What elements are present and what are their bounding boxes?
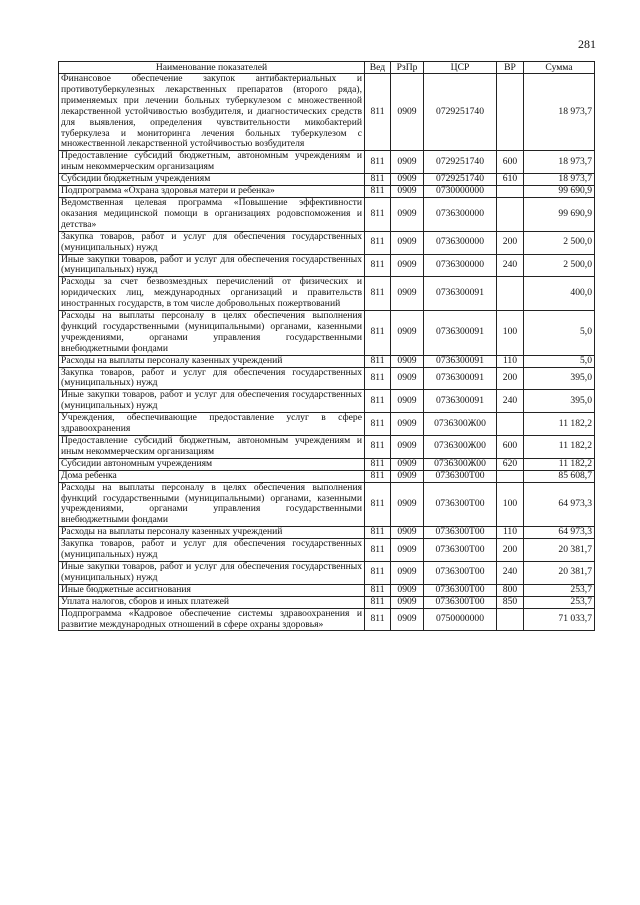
cell-csr: 0736300Т00: [424, 584, 497, 596]
table-row: [59, 482, 595, 527]
table-row: [59, 561, 595, 584]
cell-ved: 811: [365, 186, 391, 198]
cell-name: Закупка товаров, работ и услуг для обеспечения государственных (муниципальных) нужд: [59, 231, 365, 254]
cell-rzpr: 0909: [391, 277, 424, 311]
cell-name: Субсидии автономным учреждениям: [59, 458, 365, 470]
cell-ved: 811: [365, 561, 391, 584]
cell-sum: 18 973,7: [524, 174, 595, 186]
table-body: [59, 74, 595, 631]
cell-rzpr: 0909: [391, 436, 424, 459]
table-row: [59, 584, 595, 596]
table-row: [59, 390, 595, 413]
cell-sum: 99 690,9: [524, 186, 595, 198]
cell-vr: 600: [497, 151, 524, 174]
column-header-csr: ЦСР: [424, 62, 497, 74]
table-row: [59, 186, 595, 198]
cell-name: Расходы на выплаты персоналу казенных учреждений: [59, 355, 365, 367]
cell-vr: [497, 413, 524, 436]
cell-ved: 811: [365, 458, 391, 470]
cell-ved: 811: [365, 482, 391, 527]
cell-csr: 0750000000: [424, 608, 497, 631]
table-row: [59, 470, 595, 482]
table-row: [59, 608, 595, 631]
cell-vr: 110: [497, 355, 524, 367]
cell-csr: 0736300Т00: [424, 539, 497, 562]
cell-sum: 11 182,2: [524, 436, 595, 459]
table-row: [59, 367, 595, 390]
cell-vr: 110: [497, 527, 524, 539]
cell-name: Закупка товаров, работ и услуг для обеспечения государственных (муниципальных) нужд: [59, 367, 365, 390]
cell-vr: 100: [497, 311, 524, 356]
cell-sum: 71 033,7: [524, 608, 595, 631]
cell-sum: 2 500,0: [524, 231, 595, 254]
cell-ved: 811: [365, 596, 391, 608]
cell-ved: 811: [365, 277, 391, 311]
cell-vr: [497, 277, 524, 311]
cell-rzpr: 0909: [391, 527, 424, 539]
cell-sum: 400,0: [524, 277, 595, 311]
cell-name: Расходы на выплаты персоналу в целях обеспечения выполнения функций государственными (муниципальными) органами, казенными учреждениями, органами управления государственными внебюджетными фондами: [59, 482, 365, 527]
cell-sum: 11 182,2: [524, 458, 595, 470]
cell-sum: 5,0: [524, 311, 595, 356]
table-row: [59, 413, 595, 436]
cell-sum: 85 608,7: [524, 470, 595, 482]
cell-name: Ведомственная целевая программа «Повышение эффективности оказания медицинской помощи в организациях родовспоможения и детства»: [59, 197, 365, 231]
cell-csr: 0729251740: [424, 74, 497, 151]
table-row: [59, 355, 595, 367]
cell-csr: 0736300Ж00: [424, 436, 497, 459]
cell-rzpr: 0909: [391, 186, 424, 198]
cell-rzpr: 0909: [391, 539, 424, 562]
cell-csr: 0729251740: [424, 174, 497, 186]
cell-rzpr: 0909: [391, 482, 424, 527]
cell-name: Расходы на выплаты персоналу казенных учреждений: [59, 527, 365, 539]
cell-ved: 811: [365, 413, 391, 436]
cell-csr: 0736300Т00: [424, 561, 497, 584]
cell-name: Иные закупки товаров, работ и услуг для обеспечения государственных (муниципальных) нужд: [59, 561, 365, 584]
cell-sum: 99 690,9: [524, 197, 595, 231]
table-row: [59, 254, 595, 277]
cell-rzpr: 0909: [391, 458, 424, 470]
cell-ved: 811: [365, 254, 391, 277]
cell-csr: 0736300000: [424, 197, 497, 231]
cell-csr: 0736300Ж00: [424, 458, 497, 470]
cell-vr: 610: [497, 174, 524, 186]
column-header-name: Наименование показателей: [59, 62, 365, 74]
cell-ved: 811: [365, 174, 391, 186]
cell-rzpr: 0909: [391, 596, 424, 608]
cell-rzpr: 0909: [391, 413, 424, 436]
cell-sum: 253,7: [524, 584, 595, 596]
cell-csr: 0736300000: [424, 231, 497, 254]
cell-name: Иные закупки товаров, работ и услуг для обеспечения государственных (муниципальных) нужд: [59, 254, 365, 277]
cell-rzpr: 0909: [391, 231, 424, 254]
cell-name: Дома ребенка: [59, 470, 365, 482]
cell-ved: 811: [365, 197, 391, 231]
cell-name: Расходы за счет безвозмездных перечислений от физических и юридических лиц, международных организаций и правительств иностранных государств, в том числе добровольных пожертвований: [59, 277, 365, 311]
table-row: [59, 74, 595, 151]
cell-ved: 811: [365, 311, 391, 356]
column-header-ved: Вед: [365, 62, 391, 74]
cell-sum: 20 381,7: [524, 561, 595, 584]
table-row: [59, 458, 595, 470]
table-row: [59, 436, 595, 459]
cell-vr: 240: [497, 561, 524, 584]
cell-sum: 64 973,3: [524, 527, 595, 539]
cell-csr: 0736300Т00: [424, 470, 497, 482]
cell-name: Предоставление субсидий бюджетным, автономным учреждениям и иным некоммерческим организациям: [59, 151, 365, 174]
cell-csr: 0736300Ж00: [424, 413, 497, 436]
column-header-rzpr: РзПр: [391, 62, 424, 74]
cell-rzpr: 0909: [391, 197, 424, 231]
cell-vr: 200: [497, 367, 524, 390]
cell-name: Учреждения, обеспечивающие предоставление услуг в сфере здравоохранения: [59, 413, 365, 436]
cell-name: Уплата налогов, сборов и иных платежей: [59, 596, 365, 608]
cell-name: Иные бюджетные ассигнования: [59, 584, 365, 596]
cell-csr: 0736300Т00: [424, 482, 497, 527]
cell-sum: 18 973,7: [524, 74, 595, 151]
cell-ved: 811: [365, 367, 391, 390]
cell-vr: [497, 197, 524, 231]
cell-ved: 811: [365, 390, 391, 413]
cell-vr: 240: [497, 254, 524, 277]
cell-vr: [497, 608, 524, 631]
cell-ved: 811: [365, 608, 391, 631]
cell-sum: 2 500,0: [524, 254, 595, 277]
cell-rzpr: 0909: [391, 390, 424, 413]
cell-rzpr: 0909: [391, 608, 424, 631]
cell-sum: 11 182,2: [524, 413, 595, 436]
cell-csr: 0736300091: [424, 311, 497, 356]
cell-rzpr: 0909: [391, 367, 424, 390]
cell-csr: 0736300091: [424, 367, 497, 390]
cell-csr: 0729251740: [424, 151, 497, 174]
cell-sum: 395,0: [524, 367, 595, 390]
table-header-row: [59, 62, 595, 74]
table-row: [59, 277, 595, 311]
cell-rzpr: 0909: [391, 561, 424, 584]
cell-vr: 620: [497, 458, 524, 470]
cell-vr: 240: [497, 390, 524, 413]
table-row: [59, 151, 595, 174]
table-row: [59, 539, 595, 562]
table-row: [59, 311, 595, 356]
cell-ved: 811: [365, 470, 391, 482]
page-number: 281: [578, 37, 596, 51]
cell-csr: 0736300091: [424, 390, 497, 413]
cell-name: Расходы на выплаты персоналу в целях обеспечения выполнения функций государственными (муниципальными) органами, казенными учреждениями, органами управления государственными внебюджетными фондами: [59, 311, 365, 356]
cell-vr: 600: [497, 436, 524, 459]
cell-ved: 811: [365, 151, 391, 174]
cell-csr: 0736300000: [424, 254, 497, 277]
cell-ved: 811: [365, 436, 391, 459]
cell-csr: 0736300Т00: [424, 527, 497, 539]
column-header-vr: ВР: [497, 62, 524, 74]
cell-name: Предоставление субсидий бюджетным, автономным учреждениям и иным некоммерческим организациям: [59, 436, 365, 459]
table-row: [59, 231, 595, 254]
cell-vr: [497, 74, 524, 151]
cell-ved: 811: [365, 355, 391, 367]
cell-rzpr: 0909: [391, 74, 424, 151]
cell-vr: 800: [497, 584, 524, 596]
cell-sum: 253,7: [524, 596, 595, 608]
cell-name: Финансовое обеспечение закупок антибактериальных и противотуберкулезных лекарственных препаратов (второго ряда), применяемых при лечении больных туберкулезом с множественной лекарственной устойчивостью возбудителя, и диагностических средств для выявления, определения чувствительности микобактерий туберкулеза и мониторинга лечения больных туберкулезом с множественной лекарственной устойчивостью возбудителя: [59, 74, 365, 151]
cell-vr: 850: [497, 596, 524, 608]
cell-vr: [497, 470, 524, 482]
cell-ved: 811: [365, 231, 391, 254]
cell-vr: 200: [497, 231, 524, 254]
cell-sum: 64 973,3: [524, 482, 595, 527]
cell-name: Подпрограмма «Кадровое обеспечение системы здравоохранения и развитие международных отношений в сфере охраны здоровья»: [59, 608, 365, 631]
cell-ved: 811: [365, 527, 391, 539]
column-header-sum: Сумма: [524, 62, 595, 74]
table-row: [59, 527, 595, 539]
cell-csr: 0736300Т00: [424, 596, 497, 608]
cell-sum: 20 381,7: [524, 539, 595, 562]
budget-table: [58, 61, 595, 631]
cell-rzpr: 0909: [391, 584, 424, 596]
cell-sum: 5,0: [524, 355, 595, 367]
cell-rzpr: 0909: [391, 470, 424, 482]
cell-csr: 0730000000: [424, 186, 497, 198]
cell-csr: 0736300091: [424, 277, 497, 311]
table-row: [59, 596, 595, 608]
cell-rzpr: 0909: [391, 254, 424, 277]
cell-rzpr: 0909: [391, 174, 424, 186]
table-row: [59, 174, 595, 186]
cell-name: Иные закупки товаров, работ и услуг для обеспечения государственных (муниципальных) нужд: [59, 390, 365, 413]
cell-csr: 0736300091: [424, 355, 497, 367]
cell-rzpr: 0909: [391, 311, 424, 356]
cell-name: Субсидии бюджетным учреждениям: [59, 174, 365, 186]
cell-vr: 200: [497, 539, 524, 562]
cell-name: Подпрограмма «Охрана здоровья матери и ребенка»: [59, 186, 365, 198]
cell-sum: 18 973,7: [524, 151, 595, 174]
cell-sum: 395,0: [524, 390, 595, 413]
table-row: [59, 197, 595, 231]
cell-name: Закупка товаров, работ и услуг для обеспечения государственных (муниципальных) нужд: [59, 539, 365, 562]
cell-ved: 811: [365, 584, 391, 596]
cell-ved: 811: [365, 539, 391, 562]
cell-rzpr: 0909: [391, 151, 424, 174]
cell-rzpr: 0909: [391, 355, 424, 367]
cell-vr: 100: [497, 482, 524, 527]
cell-vr: [497, 186, 524, 198]
cell-ved: 811: [365, 74, 391, 151]
